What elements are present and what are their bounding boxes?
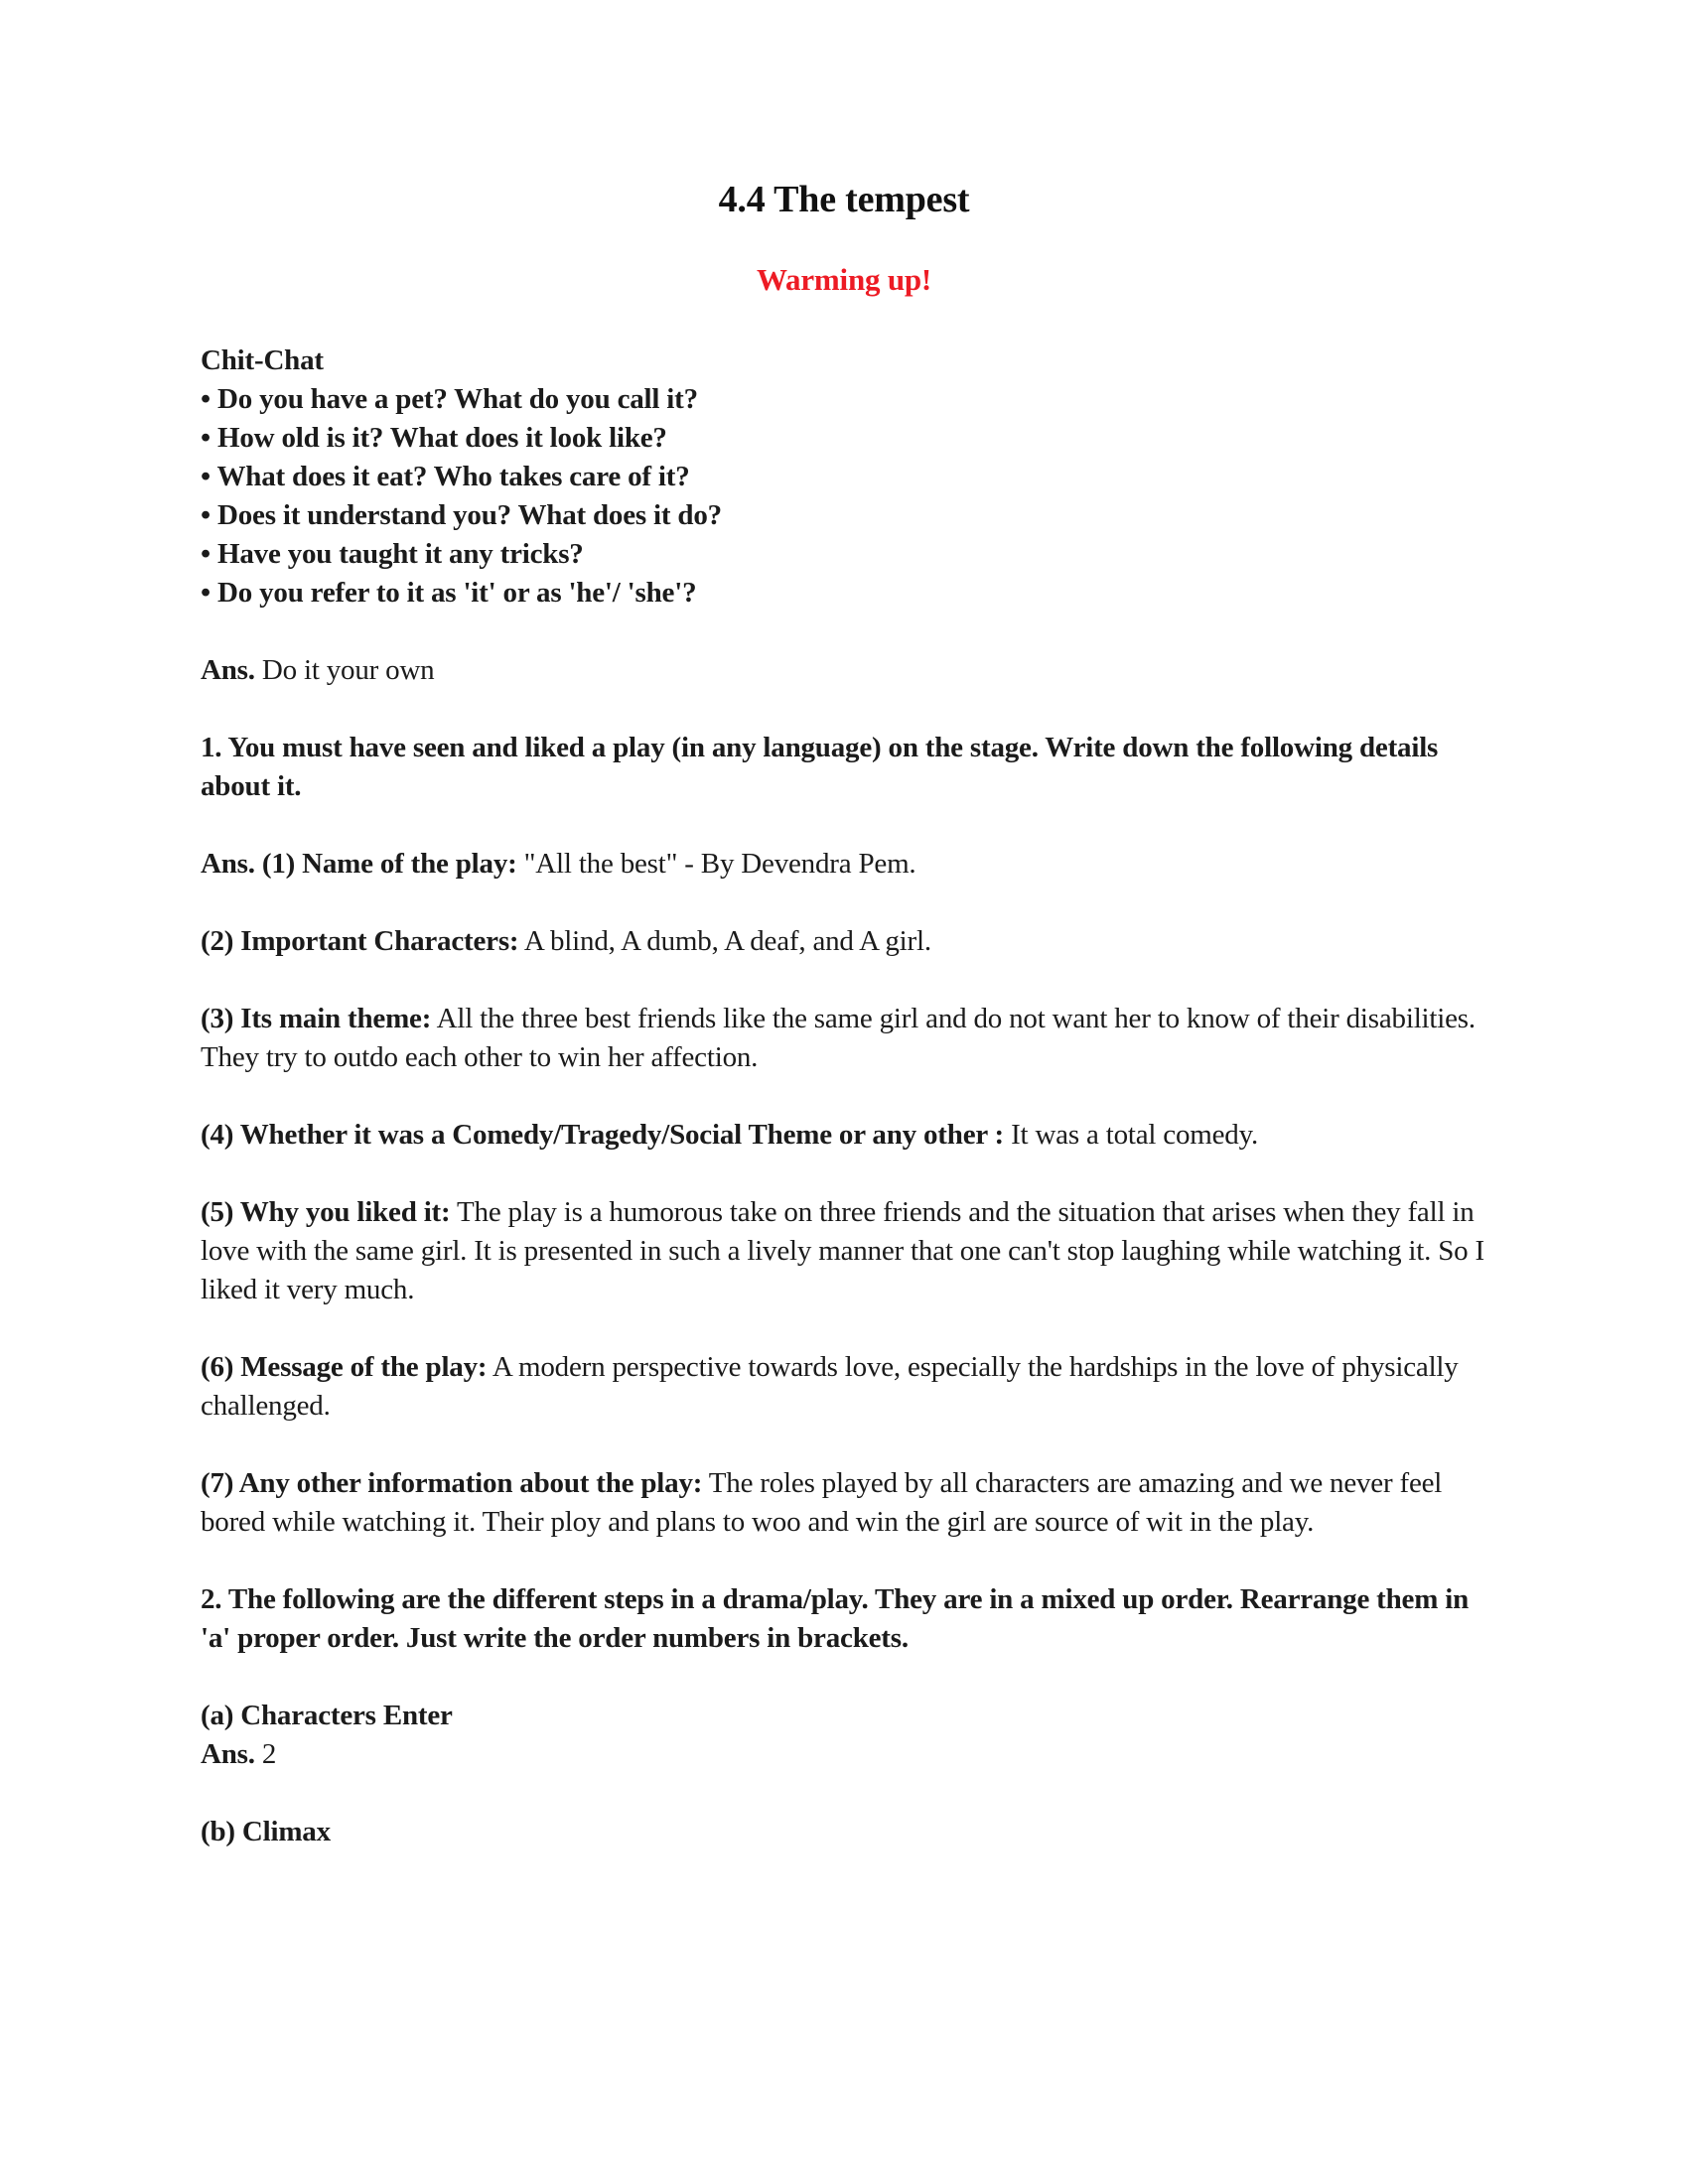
q2-item-a-label: (a) Characters Enter xyxy=(201,1700,453,1731)
q1-answer-3-label: (3) Its main theme: xyxy=(201,1003,432,1034)
bullet-icon: • xyxy=(201,461,211,492)
q1-answer-7-label: (7) Any other information about the play: xyxy=(201,1467,703,1499)
ans-label: Ans. xyxy=(201,654,255,686)
bullet-text: Do you refer to it as 'it' or as 'he'/ 'she'? xyxy=(217,577,697,609)
bullet-icon: • xyxy=(201,422,211,454)
bullet-item xyxy=(201,380,1487,419)
q1-answer-4-text: It was a total comedy. xyxy=(1011,1119,1259,1151)
page-title: 4.4 The tempest xyxy=(718,179,970,220)
bullet-text: What does it eat? Who takes care of it? xyxy=(216,461,690,492)
q1-answer-4 xyxy=(201,1116,1487,1155)
q1-answer-2 xyxy=(201,922,1487,961)
question-2: 2. The following are the different steps in a drama/play. They are in a mixed up order. Rearrange them in 'a' proper order. Just write the order numbers in brackets. xyxy=(201,1583,1470,1654)
q1-answer-7-text: The roles played by all characters are amazing and we never feel bored while watching it. Their ploy and plans to woo and win the girl are source of wit in the play. xyxy=(201,1467,1443,1538)
q2-item-a-answer xyxy=(201,1735,1487,1774)
q1-answer-2-text: A blind, A dumb, A deaf, and A girl. xyxy=(523,925,931,957)
ans-text: Do it your own xyxy=(261,654,435,686)
bullet-item xyxy=(201,535,1487,574)
q1-answer-5-label: (5) Why you liked it: xyxy=(201,1196,451,1228)
bullet-text: Have you taught it any tricks? xyxy=(217,538,584,570)
bullet-text: Does it understand you? What does it do? xyxy=(217,499,722,531)
q1-answer-6-label: (6) Message of the play: xyxy=(201,1351,488,1383)
q1-answer-1 xyxy=(201,845,1487,884)
bullet-icon: • xyxy=(201,499,211,531)
q1-answer-1-label: Ans. (1) Name of the play: xyxy=(201,848,517,880)
q1-answer-7 xyxy=(201,1464,1487,1542)
q2-item-a-ans-label: Ans. xyxy=(201,1738,255,1770)
warming-up-heading: Warming up! xyxy=(756,262,932,297)
q2-item-a xyxy=(201,1697,1487,1774)
q1-answer-5-text: The play is a humorous take on three friends and the situation that arises when they fall in love with the same girl. It is presented in such a lively manner that one can't stop laughing while watching it. So I liked it very much. xyxy=(201,1196,1484,1305)
q1-answer-2-label: (2) Important Characters: xyxy=(201,925,519,957)
bullet-item xyxy=(201,574,1487,613)
q1-answer-4-label: (4) Whether it was a Comedy/Tragedy/Social Theme or any other : xyxy=(201,1119,1005,1151)
q1-answer-6 xyxy=(201,1348,1487,1426)
bullet-item xyxy=(201,458,1487,496)
q1-answer-3-text: All the three best friends like the same girl and do not want her to know of their disabilities. They try to outdo each other to win her affection. xyxy=(201,1003,1476,1073)
bullet-item xyxy=(201,496,1487,535)
bullet-text: Do you have a pet? What do you call it? xyxy=(217,383,698,415)
q2-item-a-ans-value: 2 xyxy=(261,1738,277,1770)
q1-answer-6-text: A modern perspective towards love, especially the hardships in the love of physically challenged. xyxy=(201,1351,1459,1422)
bullet-item xyxy=(201,419,1487,458)
q1-answer-3 xyxy=(201,1000,1487,1077)
bullet-text: How old is it? What does it look like? xyxy=(217,422,667,454)
q2-item-b xyxy=(201,1813,1487,1851)
question-1: 1. You must have seen and liked a play (in any language) on the stage. Write down the following details about it. xyxy=(201,732,1439,802)
bullet-icon: • xyxy=(201,538,211,570)
chit-chat-answer xyxy=(201,651,1487,690)
chit-chat-section xyxy=(201,341,1487,613)
bullet-icon: • xyxy=(201,383,211,415)
q1-answer-5 xyxy=(201,1193,1487,1309)
bullet-icon: • xyxy=(201,577,211,609)
q2-item-b-label: (b) Climax xyxy=(201,1816,331,1847)
chit-chat-heading: Chit-Chat xyxy=(201,344,324,376)
q1-answer-1-text: "All the best" - By Devendra Pem. xyxy=(523,848,916,880)
